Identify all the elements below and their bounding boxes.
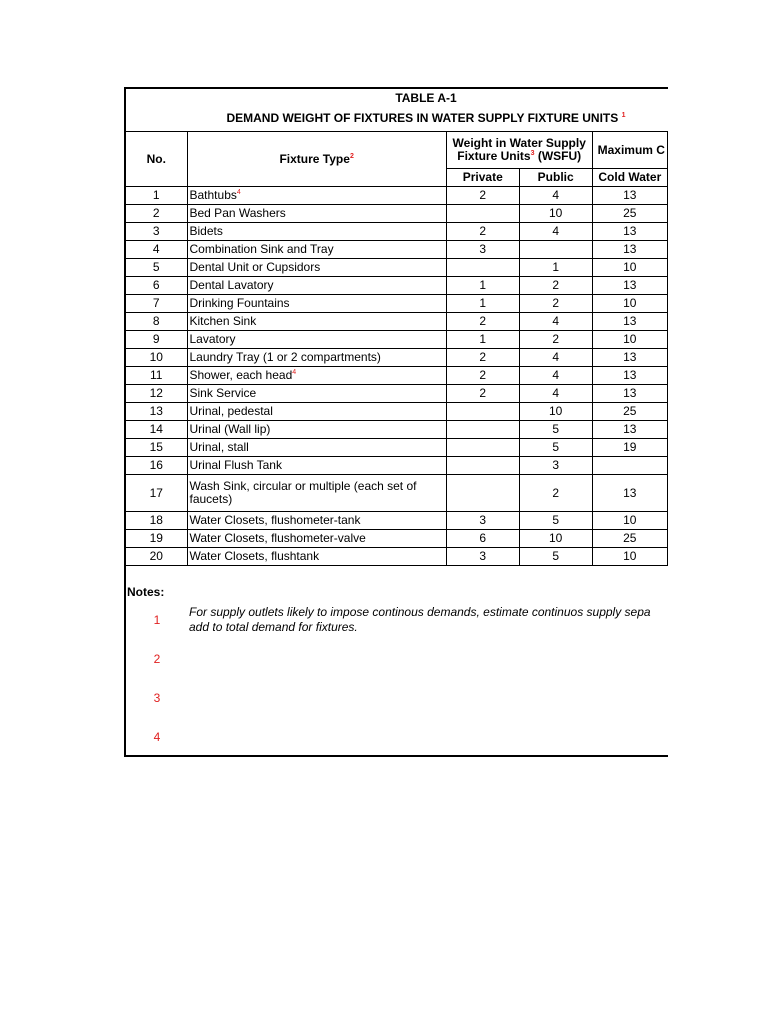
public-wsfu-cell: 10 xyxy=(519,530,592,548)
table-heading xyxy=(126,111,668,125)
fixture-type-cell xyxy=(187,367,446,385)
header-weight-line1: Weight in Water Supply xyxy=(452,136,586,150)
private-wsfu-cell xyxy=(446,421,519,439)
table-row xyxy=(126,223,668,241)
header-weight-wsfu xyxy=(446,132,592,169)
private-wsfu-cell xyxy=(446,259,519,277)
notes-label: Notes: xyxy=(127,585,165,599)
table-number: TABLE A-1 xyxy=(395,91,457,105)
note-text xyxy=(189,605,668,635)
fixture-type-text: Urinal, pedestal xyxy=(189,404,273,418)
row-number-cell: 3 xyxy=(126,223,187,241)
private-wsfu-cell: 1 xyxy=(446,331,519,349)
fixture-type-cell xyxy=(187,259,446,277)
public-wsfu-cell: 2 xyxy=(519,331,592,349)
table-row xyxy=(126,512,668,530)
weight-footnote-mark: 3 xyxy=(530,150,535,157)
table-body xyxy=(126,187,668,566)
fixture-type-text: Bed Pan Washers xyxy=(189,206,286,220)
row-number-cell: 15 xyxy=(126,439,187,457)
fixture-type-text: Combination Sink and Tray xyxy=(189,242,334,256)
cold-water-cell: 13 xyxy=(592,385,667,403)
public-wsfu-cell: 4 xyxy=(519,313,592,331)
note-number: 2 xyxy=(153,652,161,666)
fixture-type-cell xyxy=(187,277,446,295)
row-number-cell: 9 xyxy=(126,331,187,349)
fixture-units-sheet xyxy=(124,87,668,757)
row-number-cell: 11 xyxy=(126,367,187,385)
fixture-type-cell xyxy=(187,403,446,421)
row-number-cell: 14 xyxy=(126,421,187,439)
note-number: 4 xyxy=(153,730,161,744)
header-weight-units-text: Fixture Units xyxy=(457,149,531,163)
public-wsfu-cell: 5 xyxy=(519,512,592,530)
cold-water-cell: 10 xyxy=(592,259,667,277)
public-wsfu-cell: 1 xyxy=(519,259,592,277)
row-number-cell: 1 xyxy=(126,187,187,205)
public-wsfu-cell: 3 xyxy=(519,457,592,475)
fixture-type-cell xyxy=(187,349,446,367)
fixture-type-cell xyxy=(187,421,446,439)
fixture-type-text: Bidets xyxy=(189,224,223,238)
header-weight-units-abbrev: (WSFU) xyxy=(537,149,582,163)
public-wsfu-cell: 4 xyxy=(519,367,592,385)
fixture-type-cell xyxy=(187,385,446,403)
public-wsfu-cell: 2 xyxy=(519,277,592,295)
table-title-block xyxy=(126,89,668,132)
row-number-cell: 13 xyxy=(126,403,187,421)
fixture-type-cell xyxy=(187,530,446,548)
private-wsfu-cell: 2 xyxy=(446,349,519,367)
public-wsfu-cell: 4 xyxy=(519,385,592,403)
private-wsfu-cell xyxy=(446,457,519,475)
fixture-type-text: Urinal (Wall lip) xyxy=(189,422,271,436)
fixture-type-cell xyxy=(187,313,446,331)
private-wsfu-cell: 2 xyxy=(446,313,519,331)
fixture-type-cell xyxy=(187,475,446,512)
private-wsfu-cell: 2 xyxy=(446,367,519,385)
table-row xyxy=(126,530,668,548)
header-weight-line2 xyxy=(449,150,590,163)
cold-water-cell: 25 xyxy=(592,403,667,421)
header-private: Private xyxy=(446,169,519,187)
cold-water-cell: 25 xyxy=(592,205,667,223)
row-number-cell: 7 xyxy=(126,295,187,313)
fixture-type-text: Bathtubs xyxy=(189,188,237,202)
table-row xyxy=(126,548,668,566)
row-number-cell: 20 xyxy=(126,548,187,566)
fixture-type-text: Water Closets, flushometer-valve xyxy=(189,531,366,545)
cold-water-cell: 13 xyxy=(592,313,667,331)
cold-water-cell: 13 xyxy=(592,475,667,512)
row-number-cell: 4 xyxy=(126,241,187,259)
table-row xyxy=(126,331,668,349)
fixture-type-cell xyxy=(187,223,446,241)
row-number-cell: 8 xyxy=(126,313,187,331)
fixture-type-text: Laundry Tray (1 or 2 compartments) xyxy=(189,350,381,364)
row-number-cell: 18 xyxy=(126,512,187,530)
fixture-table xyxy=(126,131,668,566)
fixture-type-text: Dental Unit or Cupsidors xyxy=(189,260,321,274)
header-fixture-type xyxy=(187,132,446,187)
row-number-cell: 10 xyxy=(126,349,187,367)
row-number-cell: 19 xyxy=(126,530,187,548)
fixture-type-footnote-mark: 2 xyxy=(349,152,354,160)
fixture-footnote-mark: 4 xyxy=(236,189,241,196)
table-row xyxy=(126,439,668,457)
cold-water-cell: 13 xyxy=(592,277,667,295)
private-wsfu-cell: 2 xyxy=(446,187,519,205)
header-no: No. xyxy=(126,132,187,187)
header-maximum: Maximum C xyxy=(592,132,667,169)
private-wsfu-cell: 3 xyxy=(446,512,519,530)
cold-water-cell: 13 xyxy=(592,367,667,385)
table-row xyxy=(126,241,668,259)
public-wsfu-cell: 5 xyxy=(519,548,592,566)
note-text-line: For supply outlets likely to impose continous demands, estimate continuos supply sepa xyxy=(189,605,651,619)
cold-water-cell: 13 xyxy=(592,349,667,367)
header-public: Public xyxy=(519,169,592,187)
private-wsfu-cell: 3 xyxy=(446,241,519,259)
private-wsfu-cell: 2 xyxy=(446,223,519,241)
cold-water-cell: 19 xyxy=(592,439,667,457)
table-row xyxy=(126,295,668,313)
public-wsfu-cell: 4 xyxy=(519,223,592,241)
fixture-type-text: Water Closets, flushometer-tank xyxy=(189,513,361,527)
note-number: 1 xyxy=(153,613,161,627)
public-wsfu-cell: 10 xyxy=(519,205,592,223)
fixture-type-text: Sink Service xyxy=(189,386,257,400)
private-wsfu-cell xyxy=(446,439,519,457)
fixture-type-cell xyxy=(187,457,446,475)
fixture-type-cell xyxy=(187,512,446,530)
table-row xyxy=(126,259,668,277)
table-row xyxy=(126,457,668,475)
public-wsfu-cell: 4 xyxy=(519,349,592,367)
row-number-cell: 5 xyxy=(126,259,187,277)
table-row xyxy=(126,187,668,205)
fixture-type-cell xyxy=(187,205,446,223)
header-cold-water: Cold Water xyxy=(592,169,667,187)
private-wsfu-cell xyxy=(446,205,519,223)
cold-water-cell xyxy=(592,457,667,475)
cold-water-cell: 13 xyxy=(592,421,667,439)
public-wsfu-cell: 10 xyxy=(519,403,592,421)
table-row xyxy=(126,205,668,223)
table-row xyxy=(126,313,668,331)
note-number: 3 xyxy=(153,691,161,705)
row-number-cell: 6 xyxy=(126,277,187,295)
cold-water-cell: 13 xyxy=(592,223,667,241)
fixture-type-cell xyxy=(187,187,446,205)
private-wsfu-cell: 1 xyxy=(446,277,519,295)
fixture-type-cell xyxy=(187,241,446,259)
row-number-cell: 12 xyxy=(126,385,187,403)
fixture-type-text: Urinal, stall xyxy=(189,440,249,454)
cold-water-cell: 25 xyxy=(592,530,667,548)
private-wsfu-cell xyxy=(446,403,519,421)
private-wsfu-cell: 1 xyxy=(446,295,519,313)
table-row xyxy=(126,403,668,421)
fixture-type-text: Lavatory xyxy=(189,332,236,346)
private-wsfu-cell xyxy=(446,475,519,512)
private-wsfu-cell: 3 xyxy=(446,548,519,566)
row-number-cell: 17 xyxy=(126,475,187,512)
public-wsfu-cell xyxy=(519,241,592,259)
fixture-type-text: Shower, each head xyxy=(189,368,293,382)
cold-water-cell: 10 xyxy=(592,512,667,530)
table-row xyxy=(126,475,668,512)
fixture-type-text: Drinking Fountains xyxy=(189,296,290,310)
fixture-type-cell xyxy=(187,295,446,313)
fixture-type-text: Kitchen Sink xyxy=(189,314,257,328)
table-row xyxy=(126,421,668,439)
row-number-cell: 16 xyxy=(126,457,187,475)
fixture-type-text: Urinal Flush Tank xyxy=(189,458,282,472)
fixture-type-cell xyxy=(187,439,446,457)
public-wsfu-cell: 5 xyxy=(519,439,592,457)
fixture-type-text: Dental Lavatory xyxy=(189,278,274,292)
note-text-line: add to total demand for fixtures. xyxy=(189,620,358,634)
table-heading-text: DEMAND WEIGHT OF FIXTURES IN WATER SUPPLY FIXTURE UNITS xyxy=(226,111,619,125)
cold-water-cell: 13 xyxy=(592,241,667,259)
fixture-type-text: Water Closets, flushtank xyxy=(189,549,320,563)
fixture-footnote-mark: 4 xyxy=(292,369,297,376)
fixture-type-text: Wash Sink, circular or multiple (each set of faucets) xyxy=(189,479,417,506)
public-wsfu-cell: 5 xyxy=(519,421,592,439)
table-row xyxy=(126,349,668,367)
header-fixture-type-text: Fixture Type xyxy=(279,151,350,166)
cold-water-cell: 13 xyxy=(592,187,667,205)
private-wsfu-cell: 6 xyxy=(446,530,519,548)
cold-water-cell: 10 xyxy=(592,331,667,349)
table-row xyxy=(126,277,668,295)
table-row xyxy=(126,367,668,385)
fixture-type-cell xyxy=(187,331,446,349)
public-wsfu-cell: 2 xyxy=(519,475,592,512)
cold-water-cell: 10 xyxy=(592,295,667,313)
table-row xyxy=(126,385,668,403)
cold-water-cell: 10 xyxy=(592,548,667,566)
private-wsfu-cell: 2 xyxy=(446,385,519,403)
public-wsfu-cell: 2 xyxy=(519,295,592,313)
fixture-type-cell xyxy=(187,548,446,566)
public-wsfu-cell: 4 xyxy=(519,187,592,205)
row-number-cell: 2 xyxy=(126,205,187,223)
heading-footnote-mark: 1 xyxy=(621,112,626,119)
